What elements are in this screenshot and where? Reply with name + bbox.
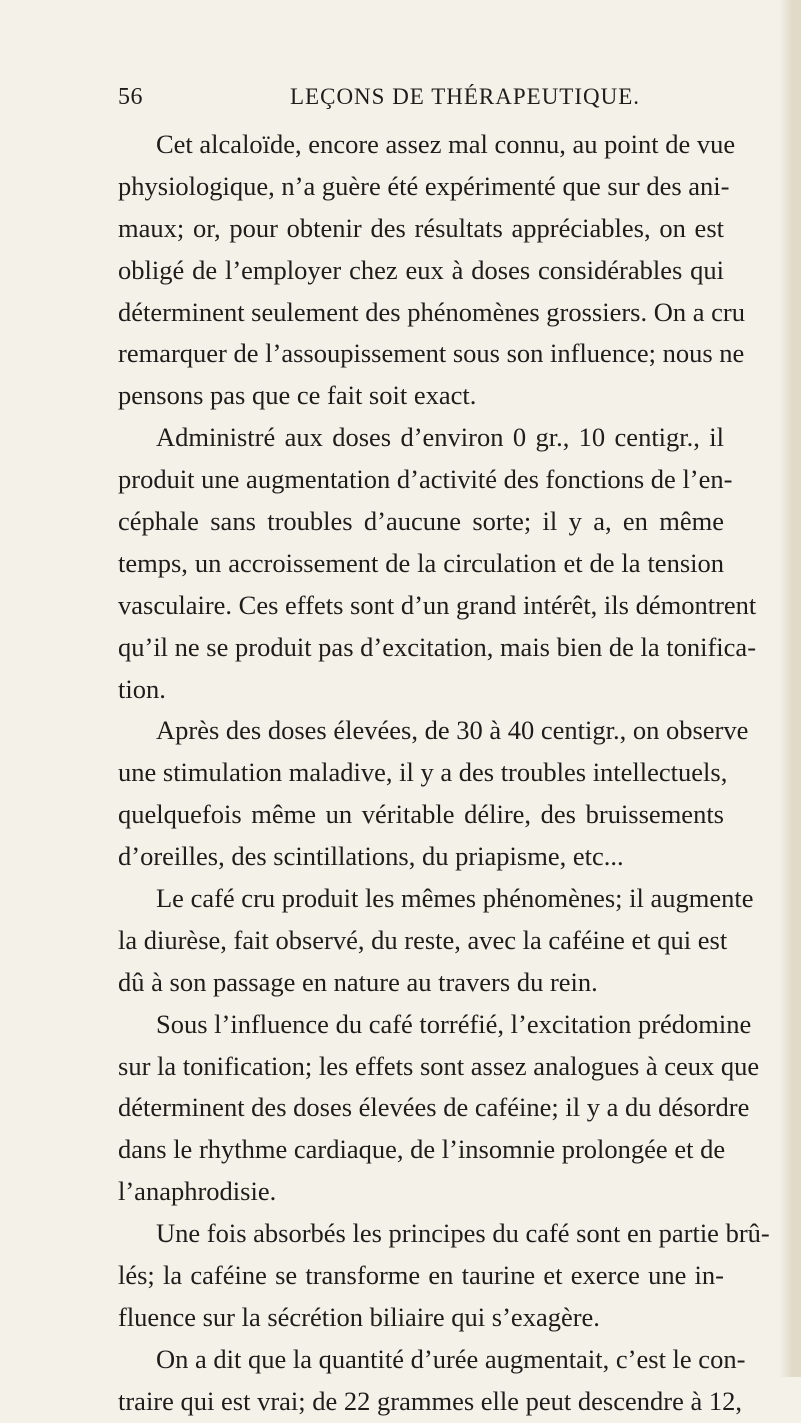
text-line: lés; la caféine se transforme en taurine et exerce une in-: [118, 1260, 724, 1291]
text-line: Le café cru produit les mêmes phénomènes; il augmente: [156, 883, 754, 914]
text-line: physiologique, n’a guère été expérimenté que sur des ani-: [118, 170, 730, 201]
text-line: sur la tonification; les effets sont assez analogues à ceux que: [118, 1050, 760, 1081]
text-line: Cet alcaloïde, encore assez mal connu, au point de vue: [156, 129, 736, 159]
text-line: traire qui est vrai; de 22 grammes elle peut descendre à 12,: [118, 1385, 742, 1416]
text-line: Après des doses élevées, de 30 à 40 centigr., on observe: [156, 715, 749, 746]
text-line: produit une augmentation d’activité des fonctions de l’en-: [118, 464, 733, 495]
text-line: fluence sur la sécrétion biliaire qui s’exagère.: [118, 1301, 600, 1332]
text-line: une stimulation maladive, il y a des troubles intellectuels,: [118, 757, 728, 788]
text-line: temps, un accroissement de la circulation et de la tension: [118, 547, 724, 578]
text-line: remarquer de l’assoupissement sous son influence; nous ne: [118, 338, 745, 369]
text-line: dans le rhythme cardiaque, de l’insomnie prolongée et de: [118, 1134, 726, 1165]
text-line: maux; or, pour obtenir des résultats appréciables, on est: [118, 212, 724, 243]
text-line: obligé de l’employer chez eux à doses considérables qui: [118, 254, 724, 285]
text-line: déterminent seulement des phénomènes grossiers. On a cru: [118, 296, 745, 327]
text-line: Une fois absorbés les principes du café sont en partie brû-: [156, 1218, 770, 1249]
text-line: pensons pas que ce fait soit exact.: [118, 380, 477, 411]
text-line: On a dit que la quantité d’urée augmentait, c’est le con-: [156, 1343, 746, 1374]
text-line: d’oreilles, des scintillations, du priapisme, etc...: [118, 841, 624, 872]
text-line: la diurèse, fait observé, du reste, avec la caféine et qui est: [118, 924, 728, 955]
running-title: LEÇONS DE THÉRAPEUTIQUE.: [290, 84, 641, 109]
text-line: quelquefois même un véritable délire, des bruissements: [118, 799, 724, 830]
text-line: l’anaphrodisie.: [118, 1176, 277, 1207]
text-line: céphale sans troubles d’aucune sorte; il y a, en même: [118, 506, 724, 537]
text-line: déterminent des doses élevées de caféine; il y a du désordre: [118, 1092, 750, 1123]
running-head: [118, 84, 718, 114]
page-number: 56: [118, 84, 143, 110]
body-text: [118, 124, 770, 1423]
text-line: Administré aux doses d’environ 0 gr., 10 centigr., il: [156, 422, 724, 453]
text-line: Sous l’influence du café torréfié, l’excitation prédomine: [156, 1008, 752, 1039]
text-line: vasculaire. Ces effets sont d’un grand intérêt, ils démontrent: [118, 589, 757, 620]
page-edge-shadow: [779, 0, 801, 1377]
text-line: dû à son passage en nature au travers du rein.: [118, 966, 598, 997]
text-line: qu’il ne se produit pas d’excitation, mais bien de la tonifica-: [118, 631, 757, 662]
text-line: tion.: [118, 673, 166, 704]
